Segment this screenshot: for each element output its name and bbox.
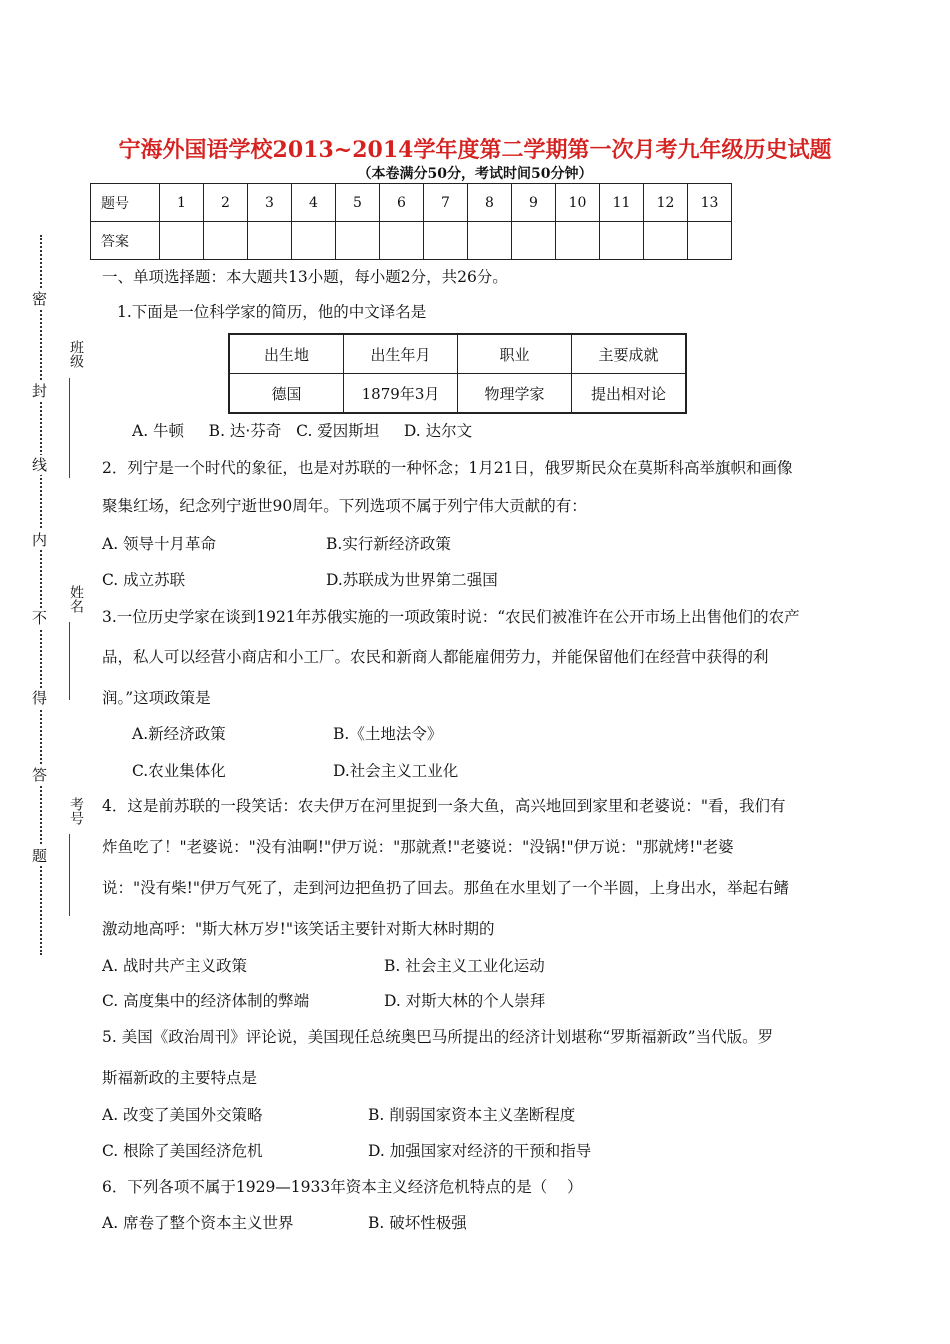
table-cell: 1879年3月 — [344, 374, 458, 414]
table-cell: 提出相对论 — [572, 374, 687, 414]
question-number-cell: 4 — [292, 184, 336, 222]
answer-cell[interactable] — [512, 222, 556, 260]
seal-char: 内 — [32, 531, 48, 549]
q3-option-b: B.《土地法令》 — [333, 725, 443, 743]
answer-cell[interactable] — [688, 222, 732, 260]
question-number-cell: 7 — [424, 184, 468, 222]
question-number-cell: 11 — [600, 184, 644, 222]
q6-option-b: B. 破坏性极强 — [368, 1214, 467, 1232]
id-field-line — [69, 834, 70, 916]
table-header: 出生年月 — [344, 334, 458, 374]
q4-option-a: A. 战时共产主义政策 — [102, 957, 248, 975]
q4-line: 说："没有柴!"伊万气死了，走到河边把鱼扔了回去。那鱼在水里划了一个半圆，上身出水，举起右鳍 — [102, 879, 789, 897]
q2-option-d: D.苏联成为世界第二强国 — [326, 571, 498, 589]
q2-line: 聚集红场，纪念列宁逝世90周年。下列选项不属于列宁伟大贡献的有： — [102, 497, 587, 515]
answer-cell[interactable] — [600, 222, 644, 260]
table-row — [229, 374, 686, 414]
name-field-line — [69, 622, 70, 700]
q4-option-b: B. 社会主义工业化运动 — [384, 957, 545, 975]
question-number-cell: 2 — [204, 184, 248, 222]
table-cell: 德国 — [229, 374, 344, 414]
q3-option-a: A.新经济政策 — [132, 725, 226, 743]
section-heading: 一、单项选择题：本大题共13小题，每小题2分，共26分。 — [102, 268, 508, 286]
seal-char: 答 — [32, 766, 48, 784]
seal-char: 封 — [32, 382, 48, 400]
score-table — [90, 183, 732, 260]
q2-line: 2．列宁是一个时代的象征，也是对苏联的一种怀念；1月21日，俄罗斯民众在莫斯科高举旗帜和画像 — [102, 459, 793, 477]
answer-cell[interactable] — [556, 222, 600, 260]
answer-cell[interactable] — [292, 222, 336, 260]
question-number-cell: 8 — [468, 184, 512, 222]
exam-subtitle: （本卷满分50分，考试时间50分钟） — [357, 166, 593, 182]
table-row — [91, 184, 732, 222]
table-row — [229, 334, 686, 374]
q4-line: 4．这是前苏联的一段笑话：农夫伊万在河里捉到一条大鱼，高兴地回到家里和老婆说："看，我们有 — [102, 797, 786, 815]
q5-option-d: D. 加强国家对经济的干预和指导 — [368, 1142, 592, 1160]
scientist-table — [228, 333, 687, 414]
exam-title: 宁海外国语学校2013~2014学年度第二学期第一次月考九年级历史试题 — [118, 137, 832, 163]
q2-option-c: C. 成立苏联 — [102, 571, 186, 589]
q1-options: A. 牛顿 B. 达·芬奇 C. 爱因斯坦 D. 达尔文 — [132, 422, 473, 440]
answer-cell[interactable] — [380, 222, 424, 260]
table-header: 主要成就 — [572, 334, 687, 374]
answer-cell[interactable] — [336, 222, 380, 260]
q4-line: 激动地高呼："斯大林万岁!"该笑话主要针对斯大林时期的 — [102, 920, 495, 938]
answer-cell[interactable] — [204, 222, 248, 260]
seal-char: 不 — [32, 609, 48, 627]
question-number-cell: 3 — [248, 184, 292, 222]
answer-cell[interactable] — [160, 222, 204, 260]
question-number-cell: 10 — [556, 184, 600, 222]
question-number-cell: 13 — [688, 184, 732, 222]
question-number-cell: 6 — [380, 184, 424, 222]
q2-option-a: A. 领导十月革命 — [102, 535, 217, 553]
table-header: 职业 — [458, 334, 572, 374]
q3-line: 品，私人可以经营小商店和小工厂。农民和新商人都能雇佣劳力，并能保留他们在经营中获得的利 — [102, 648, 769, 666]
q3-line: 3.一位历史学家在谈到1921年苏俄实施的一项政策时说：“农民们被准许在公开市场上出售他们的农产 — [102, 608, 800, 626]
q6-option-a: A. 席卷了整个资本主义世界 — [102, 1214, 294, 1232]
row-label-number: 题号 — [91, 184, 160, 222]
q3-option-c: C.农业集体化 — [132, 762, 226, 780]
question-number-cell: 12 — [644, 184, 688, 222]
id-field-label: 考号 — [68, 797, 84, 825]
q5-option-a: A. 改变了美国外交策略 — [102, 1106, 263, 1124]
q3-option-d: D.社会主义工业化 — [333, 762, 459, 780]
q1-stem: 1.下面是一位科学家的简历，他的中文译名是 — [117, 303, 427, 321]
table-row — [91, 222, 732, 260]
question-number-cell: 1 — [160, 184, 204, 222]
table-header: 出生地 — [229, 334, 344, 374]
seal-char: 得 — [32, 689, 48, 707]
name-field-label: 姓名 — [68, 585, 84, 613]
q6-line: 6．下列各项不属于1929—1933年资本主义经济危机特点的是（ ） — [102, 1178, 583, 1196]
seal-char: 题 — [32, 847, 48, 865]
row-label-answer: 答案 — [91, 222, 160, 260]
q3-line: 润。”这项政策是 — [102, 689, 211, 707]
answer-cell[interactable] — [248, 222, 292, 260]
q4-line: 炸鱼吃了！"老婆说："没有油啊!"伊万说："那就煮!"老婆说："没锅!"伊万说："那就烤!"老婆 — [102, 838, 734, 856]
q5-line: 斯福新政的主要特点是 — [102, 1069, 258, 1087]
class-field-label: 班级 — [68, 340, 84, 368]
answer-cell[interactable] — [468, 222, 512, 260]
q4-option-d: D. 对斯大林的个人崇拜 — [384, 992, 546, 1010]
question-number-cell: 5 — [336, 184, 380, 222]
q5-option-c: C. 根除了美国经济危机 — [102, 1142, 263, 1160]
answer-cell[interactable] — [424, 222, 468, 260]
q5-line: 5. 美国《政治周刊》评论说，美国现任总统奥巴马所提出的经济计划堪称“罗斯福新政”当代版。罗 — [102, 1028, 774, 1046]
q4-option-c: C. 高度集中的经济体制的弊端 — [102, 992, 310, 1010]
seal-char: 密 — [32, 290, 48, 308]
seal-char: 线 — [32, 456, 48, 474]
q5-option-b: B. 削弱国家资本主义垄断程度 — [368, 1106, 576, 1124]
q2-option-b: B.实行新经济政策 — [326, 535, 451, 553]
answer-cell[interactable] — [644, 222, 688, 260]
question-number-cell: 9 — [512, 184, 556, 222]
table-cell: 物理学家 — [458, 374, 572, 414]
class-field-line — [69, 378, 70, 478]
